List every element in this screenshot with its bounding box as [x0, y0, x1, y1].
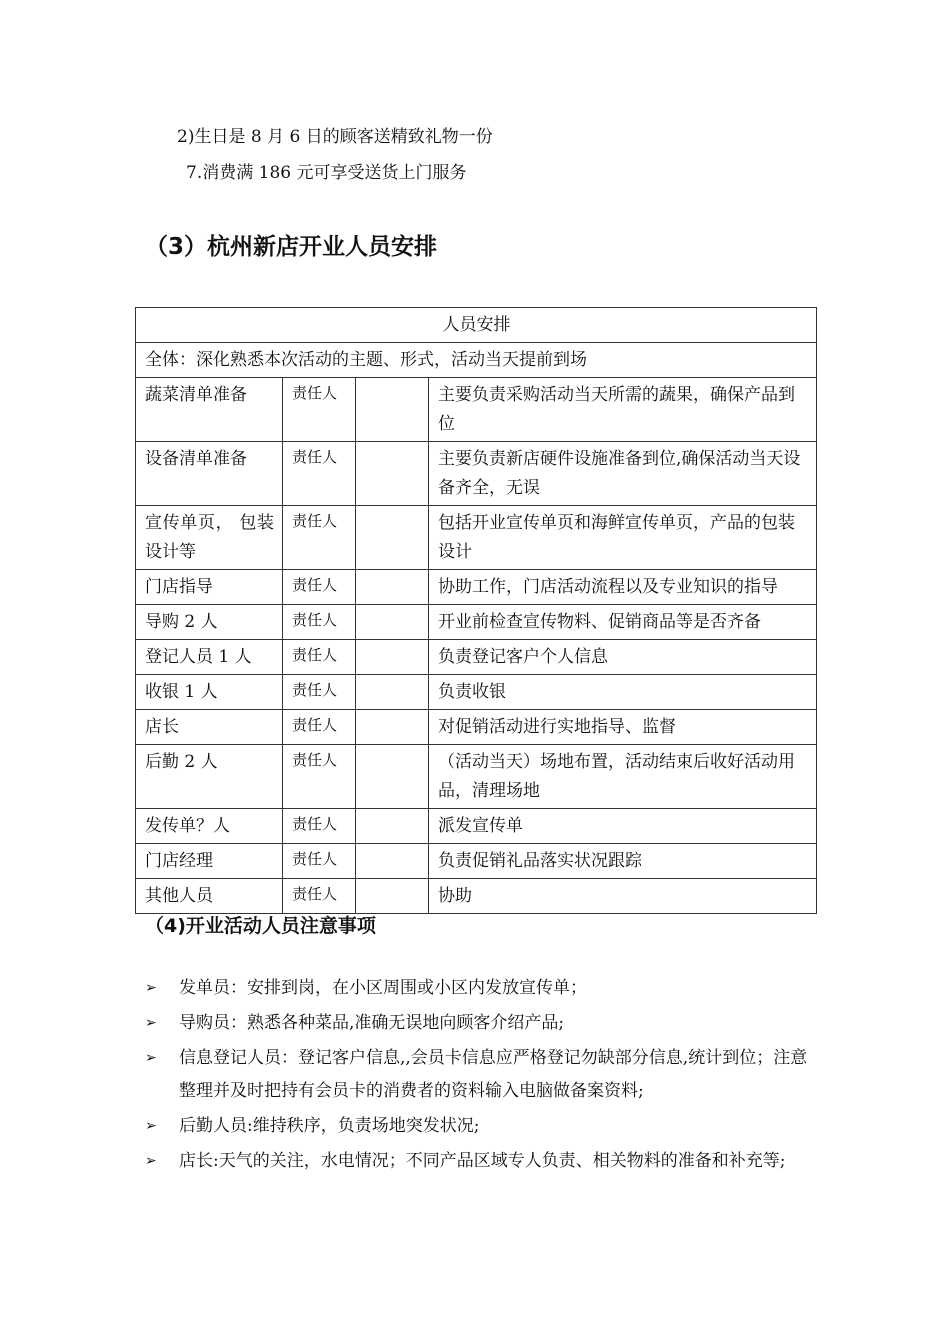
- responsible-label: 责任人: [283, 378, 356, 442]
- duty-cell: 派发宣传单: [429, 809, 817, 844]
- table-header: 人员安排: [136, 308, 817, 343]
- table-row: [136, 844, 817, 879]
- person-cell: [356, 640, 429, 675]
- table-row: [136, 506, 817, 570]
- arrow-bullet-icon: ➢: [145, 980, 157, 996]
- role-cell: 登记人员 1 人: [136, 640, 283, 675]
- responsible-label: 责任人: [283, 809, 356, 844]
- role-cell: 后勤 2 人: [136, 745, 283, 809]
- arrow-bullet-icon: ➢: [145, 1153, 157, 1169]
- person-cell: [356, 879, 429, 914]
- duty-cell: 主要负责新店硬件设施准备到位,确保活动当天设备齐全，无误: [429, 442, 817, 506]
- note-text: 信息登记人员：登记客户信息,,会员卡信息应严格登记勿缺部分信息,统计到位；注意整理并及时把持有会员卡的消费者的资料输入电脑做备案资料;: [179, 1048, 808, 1101]
- arrow-bullet-icon: ➢: [145, 1015, 157, 1031]
- person-cell: [356, 809, 429, 844]
- staff-arrangement-table: [135, 307, 817, 914]
- table-row: [136, 640, 817, 675]
- intro-line-2: 7.消费满 186 元可享受送货上门服务: [186, 163, 467, 183]
- section4-title: （4)开业活动人员注意事项: [145, 915, 376, 937]
- intro-line-1: 2)生日是 8 月 6 日的顾客送精致礼物一份: [177, 127, 493, 147]
- person-cell: [356, 605, 429, 640]
- note-text: 后勤人员:维持秩序，负责场地突发状况;: [179, 1116, 480, 1136]
- list-item: [145, 1145, 815, 1178]
- note-text: 店长:天气的关注，水电情况；不同产品区域专人负责、相关物料的准备和补充等;: [179, 1151, 786, 1171]
- role-cell: 店长: [136, 710, 283, 745]
- person-cell: [356, 675, 429, 710]
- duty-cell: 协助工作，门店活动流程以及专业知识的指导: [429, 570, 817, 605]
- role-cell: 导购 2 人: [136, 605, 283, 640]
- table-header-row: [136, 308, 817, 343]
- duty-cell: 主要负责采购活动当天所需的蔬果，确保产品到位: [429, 378, 817, 442]
- person-cell: [356, 745, 429, 809]
- duty-cell: 负责促销礼品落实状况跟踪: [429, 844, 817, 879]
- list-item: [145, 972, 815, 1005]
- arrow-bullet-icon: ➢: [145, 1050, 157, 1066]
- table-row: [136, 378, 817, 442]
- table-row: [136, 442, 817, 506]
- table-row: [136, 809, 817, 844]
- responsible-label: 责任人: [283, 879, 356, 914]
- responsible-label: 责任人: [283, 442, 356, 506]
- table-row: [136, 570, 817, 605]
- responsible-label: 责任人: [283, 570, 356, 605]
- note-text: 导购员：熟悉各种菜品,准确无误地向顾客介绍产品;: [179, 1013, 565, 1033]
- table-row: [136, 675, 817, 710]
- role-cell: 发传单？人: [136, 809, 283, 844]
- duty-cell: （活动当天）场地布置，活动结束后收好活动用品，清理场地: [429, 745, 817, 809]
- responsible-label: 责任人: [283, 745, 356, 809]
- duty-cell: 负责收银: [429, 675, 817, 710]
- duty-cell: 负责登记客户个人信息: [429, 640, 817, 675]
- duty-cell: 包括开业宣传单页和海鲜宣传单页，产品的包装设计: [429, 506, 817, 570]
- table-row: [136, 605, 817, 640]
- person-cell: [356, 710, 429, 745]
- role-cell: 宣传单页， 包装设计等: [136, 506, 283, 570]
- responsible-label: 责任人: [283, 506, 356, 570]
- table-row: [136, 879, 817, 914]
- person-cell: [356, 442, 429, 506]
- responsible-label: 责任人: [283, 844, 356, 879]
- duty-cell: 对促销活动进行实地指导、监督: [429, 710, 817, 745]
- role-cell: 其他人员: [136, 879, 283, 914]
- responsible-label: 责任人: [283, 640, 356, 675]
- duty-cell: 协助: [429, 879, 817, 914]
- responsible-label: 责任人: [283, 675, 356, 710]
- list-item: [145, 1110, 815, 1143]
- person-cell: [356, 570, 429, 605]
- list-item: [145, 1042, 815, 1108]
- notes-list: [145, 972, 815, 1180]
- section3-title: （3）杭州新店开业人员安排: [145, 234, 438, 260]
- role-cell: 收银 1 人: [136, 675, 283, 710]
- person-cell: [356, 506, 429, 570]
- note-text: 发单员：安排到岗，在小区周围或小区内发放宣传单；: [179, 978, 587, 998]
- role-cell: 门店经理: [136, 844, 283, 879]
- arrow-bullet-icon: ➢: [145, 1118, 157, 1134]
- responsible-label: 责任人: [283, 605, 356, 640]
- table-row: [136, 710, 817, 745]
- table-row: [136, 745, 817, 809]
- table-all-row: [136, 343, 817, 378]
- role-cell: 蔬菜清单准备: [136, 378, 283, 442]
- person-cell: [356, 844, 429, 879]
- person-cell: [356, 378, 429, 442]
- responsible-label: 责任人: [283, 710, 356, 745]
- list-item: [145, 1007, 815, 1040]
- role-cell: 门店指导: [136, 570, 283, 605]
- role-cell: 设备清单准备: [136, 442, 283, 506]
- duty-cell: 开业前检查宣传物料、促销商品等是否齐备: [429, 605, 817, 640]
- table-all-cell: 全体：深化熟悉本次活动的主题、形式，活动当天提前到场: [136, 343, 817, 378]
